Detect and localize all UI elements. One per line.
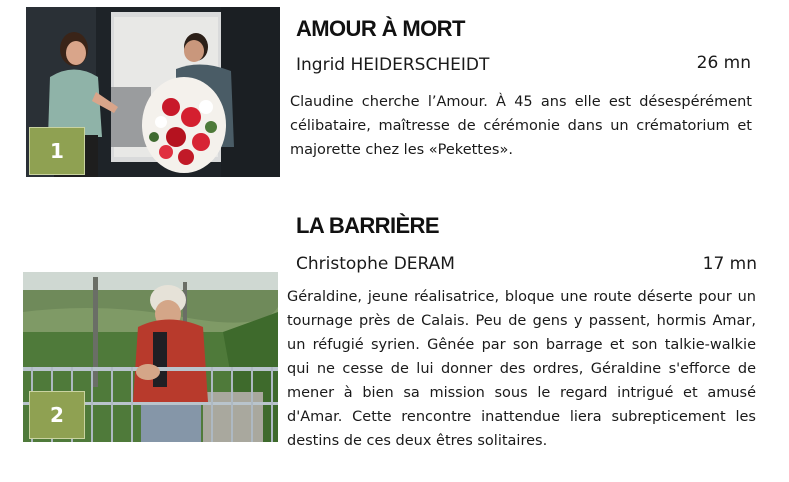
- film-director: Ingrid HEIDERSCHEIDT: [296, 55, 490, 75]
- film-title: LA BARRIÈRE: [296, 213, 439, 238]
- film-number: 2: [50, 403, 64, 427]
- film-duration: 17 mn: [702, 254, 757, 274]
- film-synopsis: Géraldine, jeune réalisatrice, bloque une route déserte pour un tournage près de Calais. Peu de gens y passent, hormis Amar, un réfugié syrien. Gênée par son barrage et son talkie-walkie qui ne cesse de lui donner des ordres, Géraldine s'efforce de mener à bien sa mission sous le regard intrigué et amusé d'Amar. Cette rencontre inattendue liera subrepticement les destins de ces deux êtres solitaires.: [287, 289, 756, 449]
- film-synopsis: Claudine cherche l’Amour. À 45 ans elle est désespérément célibataire, maîtresse de cérémonie dans un crématorium et majorette chez les «Pekettes».: [290, 94, 752, 158]
- film-duration: 26 mn: [696, 53, 751, 73]
- film-number-badge: [29, 127, 85, 175]
- film-number: 1: [50, 139, 64, 163]
- film-director: Christophe DERAM: [296, 254, 455, 274]
- film-title: AMOUR À MORT: [296, 16, 465, 41]
- film-number-badge: [29, 391, 85, 439]
